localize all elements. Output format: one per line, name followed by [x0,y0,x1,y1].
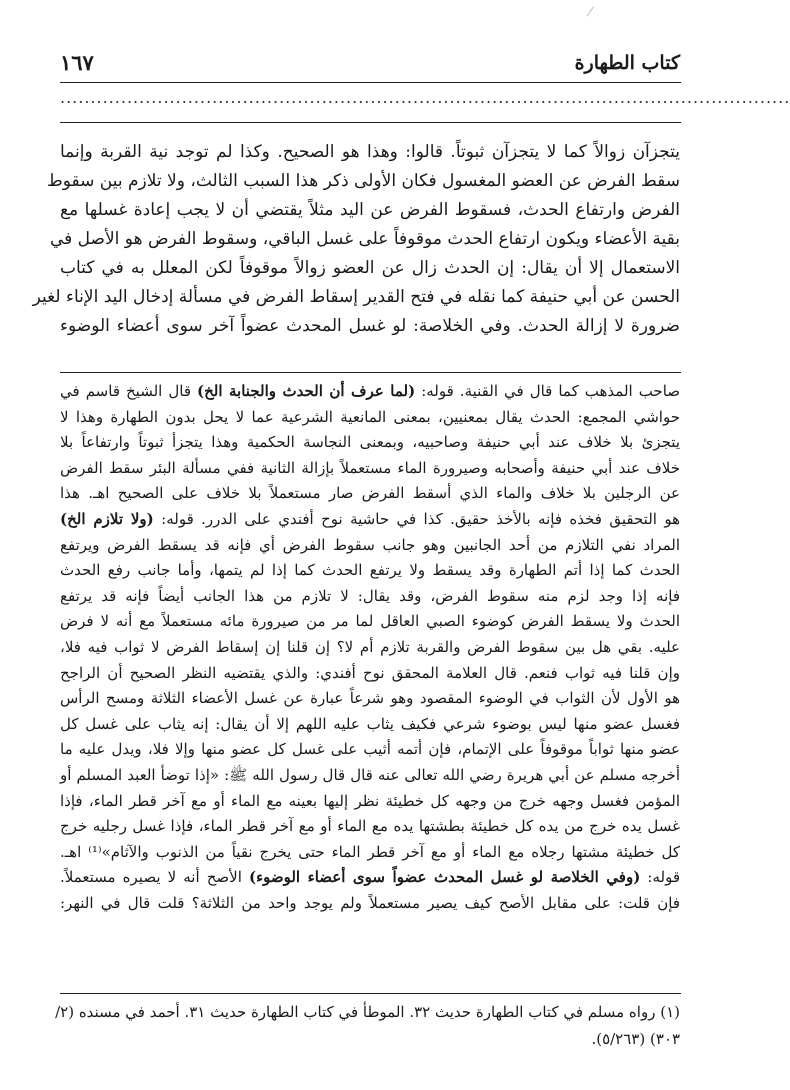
main-text-line: بقية الأعضاء ويكون ارتفاع الحدث موقوفاً على غسل الباقي، وسقوط الفرض هو الأصل في [49,229,680,249]
quoted-phrase: (لما عرف أن الحدث والجنابة الخ) [197,382,416,400]
commentary-line: فغسل عضو منها ليس بوضوء شرعي فكيف يثاب عليه اللهم إلا أن يقال: إنه يثاب على غسل كل [60,714,680,733]
commentary-line: فإنه إذا وجد لزم منه سقوط الفرض، وقد يقال: لا تلازم من هذا الجانب أيضاً فإنه قد يرتفع [60,586,680,605]
main-text-line: الحسن عن أبي حنيفة كما نقله في فتح القدير إسقاط الفرض في مسألة إدخال اليد الإناء لغير [32,287,680,307]
commentary-line: يتجزئ بلا خلاف عند أبي حنيفة وصاحبيه، وبمعنى النجاسة الحكمية وهذا يتجزأ ثبوتاً وارتفاعاً بلا [60,433,680,452]
commentary-line: كل خطيئة مشتها رجلاه مع الماء أو مع آخر قطر الماء حتى يخرج نقياً من الذنوب والآثام»⁽¹⁾ اهـ. [60,842,680,861]
quoted-phrase: (وفي الخلاصة لو غسل المحدث عضواً سوى أعضاء الوضوء) [248,868,641,887]
commentary-line: المراد نفي التلازم من أحد الجانبين وهو جانب سقوط الفرض أي فإنه قد يسقط الفرض ويرتفع [60,535,680,554]
scan-mark [586,6,605,24]
dotted-separator: ........................................................................................................................ [60,88,790,107]
commentary-line: وإن قلنا فيه ثواب فنعم. قال العلامة المحقق نوح أفندي: والذي يقتضيه النظر الصحيح أن الراجح [60,663,680,682]
commentary-line: عضو منها ثواباً موقوفاً على الإتمام، فإن أتمه أثيب على غسل كل عضو منها وإلا فلا، ويدل عليه ما [60,740,680,759]
header-rule [60,82,681,83]
page-number: ١٦٧ [60,50,94,75]
main-text-line: ضرورة لا إزالة الحدث. وفي الخلاصة: لو غسل المحدث عضواً آخر سوى أعضاء الوضوء [60,316,680,336]
footnote-line: (١) رواه مسلم في كتاب الطهارة حديث ٣٢. الموطأ في كتاب الطهارة حديث ٣١. أحمد في مسنده (٢/ [55,1003,680,1021]
commentary-line: الحدث كما إذا أتم الطهارة وقد يسقط ولا يرتفع الحدث كما إذا لم يتمها، وأما جانب رفع الحدث [60,561,680,580]
chapter-title: كتاب الطهارة [574,52,680,74]
commentary-top-rule [60,372,681,373]
commentary-line: صاحب المذهب كما قال في القنية. قوله: (لما عرف أن الحدث والجنابة الخ) قال الشيخ قاسم في [60,382,681,400]
main-text-top-rule [60,122,681,123]
commentary-line: هو الأول لأن الثواب في الوضوء المقصود وهو شرعاً عبارة عن غسل الأعضاء الثلاثة ومسح الرأس [60,689,680,708]
commentary-line: المؤمن فغسل وجهه خرج من وجهه كل خطيئة نظر إليها بعينه مع الماء أو مع آخر قطر الماء، فإذا [60,791,680,810]
commentary-line: الحدث ولا يسقط الفرض كوضوء الصبي العاقل لما مر من صيرورة مائه مستعملاً مع أنه لا فرض [60,612,680,631]
main-text-line: الاستعمال إلا أن يقال: إن الحدث زال عن العضو زوالاً موقوفاً لكن المعلل به في كتاب [60,258,680,278]
commentary-line: أخرجه مسلم عن أبي هريرة رضي الله تعالى عنه قال قال رسول الله ﷺ: «إذا توضأ العبد المسلم أو [60,766,680,784]
main-text-line: الفرض وارتفاع الحدث، فسقوط الفرض عن اليد مثلاً يقتضي أن لا يجب إعادة غسلها مع [60,200,680,220]
footnote-separator [60,993,681,994]
quoted-phrase: (ولا تلازم الخ) [60,510,154,528]
commentary-text [60,380,680,980]
footnotes [55,1000,680,1056]
commentary-line: عليه. بقي هل بين سقوط الفرض والقربة تلازم أم لا؟ إن قلنا إن إسقاط الفرض لا ثواب فيه فلا، [60,638,680,656]
commentary-line: خلاف عند أبي حنيفة وأصحابه وصيرورة الماء مستعملاً بإزالة الثانية ففي مسألة البئر سقط الفرض [60,458,680,477]
main-text-line: سقط الفرض عن العضو المغسول فكان الأولى ذكر هذا السبب الثالث، ولا تلازم بين سقوط [47,171,680,191]
commentary-line: هو التحقيق فخذه فإنه بالأخذ حقيق. كذا في حاشية نوح أفندي على الدرر. قوله: (ولا تلازم الخ) [60,510,680,528]
footnote-line: ٣٠٣) (٥/٢٦٣). [591,1030,680,1048]
commentary-line: حواشي المجمع: الحدث يقال بمعنيين، بمعنى المانعية الشرعية عما لا يحل بدون الطهارة وهذا لا [60,407,680,426]
running-header [60,48,680,80]
main-text-line: يتجزآن زوالاً كما لا يتجزآن ثبوتاً. قالوا: وهذا هو الصحيح. وكذا لم توجد نية القربة وإنما [60,142,680,162]
commentary-line: قوله: (وفي الخلاصة لو غسل المحدث عضواً سوى أعضاء الوضوء) الأصح أنه لا يصيره مستعملاً. [60,868,680,887]
commentary-line: فإن قلت: على مقابل الأصح كيف يصير مستعملاً ولم يوجد واحد من الثلاثة؟ قلت قال في النهر: [60,894,680,912]
commentary-line: غسل يده خرج من يده كل خطيئة بطشتها يده مع الماء أو مع آخر قطر الماء، فإذا غسل رجليه خرج [60,817,680,836]
commentary-line: عن الرجلين بلا خلاف والماء الذي أسقط الفرض صار مستعملاً بلا خلاف على الصحيح اهـ. هذا [60,484,680,503]
main-text [32,138,680,338]
